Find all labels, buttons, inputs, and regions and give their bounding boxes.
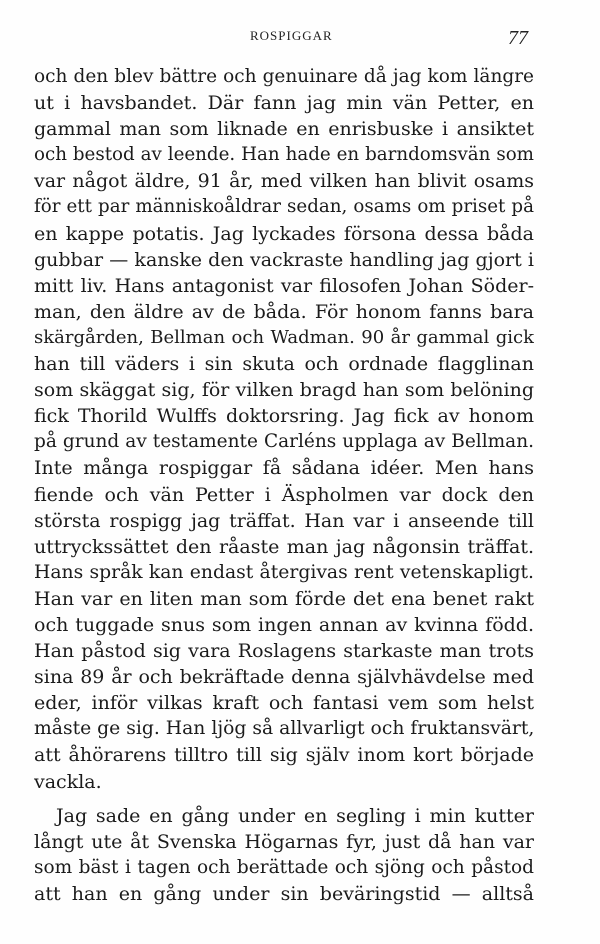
text-line: och tuggade snus som ingen annan av kvinna född. bbox=[34, 613, 534, 636]
text-line: att åhörarens tilltro till sig själv inom kort började bbox=[34, 744, 534, 767]
text-line: vackla. bbox=[34, 770, 102, 793]
paragraph-1 bbox=[34, 64, 534, 795]
text-line: Hans språk kan endast återgivas rent vetenskapligt. bbox=[34, 561, 534, 583]
text-line: på grund av testamente Carléns upplaga av Bellman. bbox=[34, 431, 534, 453]
text-line: största rospigg jag träffat. Han var i anseende till bbox=[34, 509, 534, 532]
text-line: Jag sade en gång under en segling i min kutter bbox=[56, 804, 534, 827]
text-line: att han en gång under sin beväringstid — alltså bbox=[34, 882, 534, 905]
text-line: måste ge sig. Han ljög så allvarligt och fruktansvärt, bbox=[34, 718, 534, 740]
text-line: gubbar — kanske den vackraste handling jag gjort i bbox=[34, 248, 534, 271]
text-line: som skäggat sig, för vilken bragd han som belöning bbox=[34, 379, 534, 402]
text-line: Han påstod sig vara Roslagens starkaste man trots bbox=[34, 640, 534, 663]
body-text bbox=[34, 64, 534, 907]
text-line: man, den äldre av de båda. För honom fanns bara bbox=[34, 300, 534, 323]
text-line: gammal man som liknade en enrisbuske i ansiktet bbox=[34, 118, 534, 141]
text-line: för ett par människoåldrar sedan, osams om priset på bbox=[34, 196, 534, 218]
text-line: ut i havsbandet. Där fann jag min vän Petter, en bbox=[34, 92, 534, 115]
running-title: ROSPIGGAR bbox=[250, 28, 333, 43]
text-line: var något äldre, 91 år, med vilken han blivit osams bbox=[34, 170, 534, 193]
text-line: han till väders i sin skuta och ordnade flagglinan bbox=[34, 353, 534, 376]
text-line: uttryckssättet den råaste man jag någonsin träffat. bbox=[34, 535, 534, 558]
page-number: 77 bbox=[508, 27, 528, 49]
text-line: skärgården, Bellman och Wadman. 90 år gammal gick bbox=[34, 326, 534, 348]
paragraph-2 bbox=[34, 803, 534, 907]
text-line: långt ute åt Svenska Högarnas fyr, just då han var bbox=[34, 830, 534, 853]
text-line: och bestod av leende. Han hade en barndomsvän som bbox=[34, 144, 534, 166]
text-line: fiende och vän Petter i Äspholmen var dock den bbox=[34, 483, 534, 506]
text-line: sina 89 år och bekräftade denna självhävdelse med bbox=[34, 666, 534, 689]
text-line: eder, inför vilkas kraft och fantasi vem som helst bbox=[34, 692, 534, 715]
text-line: en kappe potatis. Jag lyckades försona dessa båda bbox=[34, 222, 534, 245]
text-line: mitt liv. Hans antagonist var filosofen Johan Söder- bbox=[34, 274, 534, 297]
text-line: fick Thorild Wulffs doktorsring. Jag fick av honom bbox=[34, 405, 534, 428]
text-line: Han var en liten man som förde det ena benet rakt bbox=[34, 587, 534, 610]
text-line: som bäst i tagen och berättade och sjöng och påstod bbox=[34, 856, 534, 878]
text-line: Inte många rospiggar få sådana idéer. Men hans bbox=[34, 457, 534, 480]
text-line: och den blev bättre och genuinare då jag kom längre bbox=[34, 66, 534, 87]
